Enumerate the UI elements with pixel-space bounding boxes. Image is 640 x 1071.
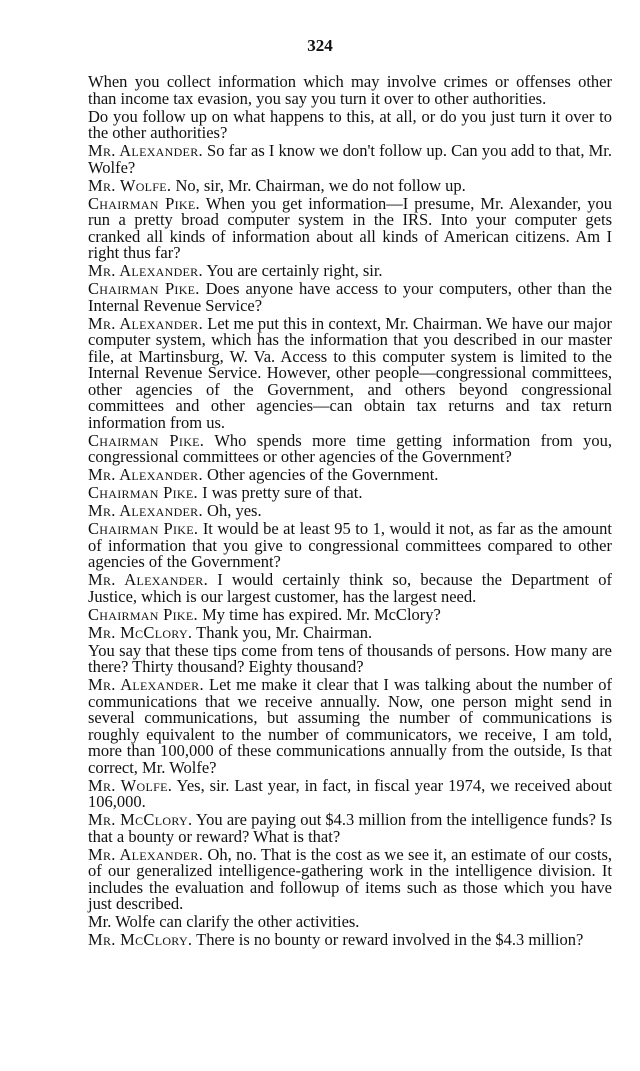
paragraph-text: Yes, sir. Last year, in fact, in fiscal year 1974, we received about 106,000. [88,775,612,811]
paragraph-text: Let me put this in context, Mr. Chairman. We have our major computer system, which has the information that you described in our master file, at Martinsburg, W. Va. Access to this computer system is limited to the Internal Revenue Service. However, other people—congressional committees, other agencies of the Government, and others beyond congressional committees and other agencies—can obtain tax returns and tax return information from us. [88,313,612,432]
paragraph-text: I was pretty sure of that. [197,483,363,502]
speaker-name: Mr. McClory. [88,810,193,829]
transcript-paragraph [88,485,612,502]
speaker-name: Chairman Pike. [88,193,200,213]
transcript-paragraph [88,932,612,949]
paragraph-text: It would be at least 95 to 1, would it not, as far as the amount of information that you give to congressional committees compared to other agencies of the Government? [88,519,612,571]
paragraph-text: Oh, no. That is the cost as we see it, an estimate of our costs, of our generalized intelligence-gathering work in the intelligence division. It includes the evaluation and followup of items such as those which you have just described. [88,844,612,913]
speaker-name: Mr. Alexander. [88,501,203,520]
transcript-body [88,74,612,950]
speaker-name: Mr. Wolfe. [88,175,172,195]
speaker-name: Mr. Alexander. [88,261,203,280]
transcript-paragraph [88,640,612,676]
transcript-paragraph [88,914,612,931]
transcript-paragraph [88,106,612,142]
speaker-name: Mr. Alexander. [88,465,203,484]
paragraph-text: My time has expired. Mr. McClory? [197,604,441,624]
transcript-paragraph [88,175,612,195]
transcript-paragraph [88,74,612,107]
paragraph-text: When you collect information which may involve crimes or offenses other than income tax evasion, you say you turn it over to other authorities. [88,72,612,108]
paragraph-text: You are paying out $4.3 million from the intelligence funds? Is that a bounty or reward? What is that? [88,810,612,846]
paragraph-text: Who spends more time getting information from you, congressional committees or other agencies of the Government? [88,430,612,466]
speaker-name: Mr. Wolfe. [88,775,173,795]
paragraph-text: Oh, yes. [202,501,262,520]
paragraph-text: You are certainly right, sir. [202,261,383,280]
speaker-name: Chairman Pike. [88,430,205,450]
transcript-paragraph [88,604,612,624]
transcript-paragraph [88,844,612,913]
paragraph-text: I would certainly think so, because the Department of Justice, which is our largest customer, has the largest need. [88,570,612,606]
speaker-name: Mr. Alexander. [88,675,204,694]
speaker-name: Mr. Alexander. [88,313,204,333]
page-number: 324 [307,36,333,55]
transcript-paragraph [88,430,612,466]
speaker-name: Mr. McClory. [88,930,193,949]
transcript-paragraph [88,281,612,314]
transcript-paragraph [88,572,612,605]
speaker-name: Mr. Alexander. [88,141,203,160]
transcript-paragraph [88,503,612,520]
paragraph-text: Does anyone have access to your computers, other than the Internal Revenue Service? [88,279,612,315]
paragraph-text: Other agencies of the Government. [202,465,439,484]
transcript-paragraph [88,467,612,484]
paragraph-text: There is no bounty or reward involved in the $4.3 million? [192,930,584,949]
transcript-paragraph [88,143,612,176]
transcript-paragraph [88,622,612,642]
paragraph-text: No, sir, Mr. Chairman, we do not follow up. [171,175,466,195]
transcript-paragraph [88,775,612,811]
speaker-name: Chairman Pike. [88,604,198,624]
paragraph-text: When you get information—I presume, Mr. Alexander, you run a pretty broad computer system in the IRS. Into your computer gets cranked all kinds of information about all kinds of American citizens. Am I right thus far? [88,193,612,262]
speaker-name: Chairman Pike. [88,519,199,538]
paragraph-text: Mr. Wolfe can clarify the other activities. [88,912,360,931]
transcript-paragraph [88,677,612,776]
transcript-paragraph [88,263,612,280]
paragraph-text: You say that these tips come from tens of thousands of persons. How many are there? Thirty thousand? Eighty thousand? [88,640,612,676]
transcript-paragraph [88,812,612,845]
transcript-paragraph [88,313,612,432]
speaker-name: Chairman Pike. [88,483,198,502]
speaker-name: Mr. Alexander. [88,844,204,864]
speaker-name: Chairman Pike. [88,279,200,298]
paragraph-text: Do you follow up on what happens to this, at all, or do you just turn it over to the other authorities? [88,106,612,142]
transcript-paragraph [88,193,612,262]
paragraph-text: Let me make it clear that I was talking about the number of communications that we receive annually. Now, one person might send in several communications, but assuming the number of communications is roughly equivalent to the number of communicators, we receive, I am told, more than 100,000 of these communications annually from the outside, Is that correct, Mr. Wolfe? [88,675,612,777]
transcript-paragraph [88,521,612,571]
paragraph-text: So far as I know we don't follow up. Can you add to that, Mr. Wolfe? [88,141,612,177]
speaker-name: Mr. McClory. [88,622,193,642]
paragraph-text: Thank you, Mr. Chairman. [192,622,373,642]
speaker-name: Mr. Alexander. [88,570,208,589]
